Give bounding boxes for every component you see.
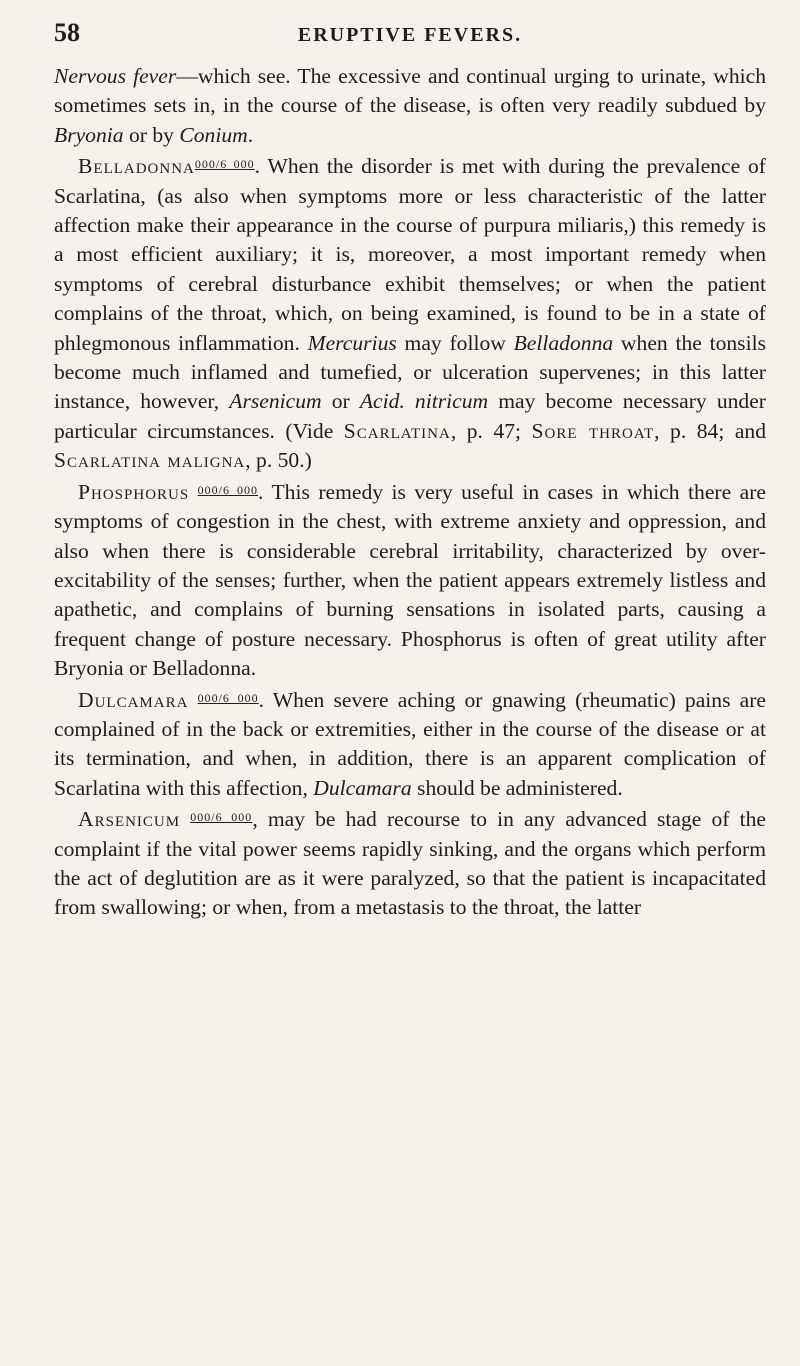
italic-text: Arsenicum [229, 389, 322, 414]
italic-text: Nervous fever [54, 64, 177, 88]
text-run: —which see. The excessive and continual urging to urinate, which sometimes sets in, in the course of the disease, is often very readily subdued by [54, 64, 766, 118]
text-run: . When severe aching or gnawing (rheumatic) pains are complained of in the back or extremities, either in the course of the disease or at its termination, and when, in addition, there is an apparent complication of Scarlatina with this affection, [54, 687, 766, 800]
body-text [54, 62, 766, 923]
remedy-heading: Dulcamara [78, 687, 189, 712]
italic-text: Conium [179, 122, 248, 147]
paragraph-p3 [54, 476, 766, 684]
text-run: or by [123, 122, 180, 147]
text-run: , p. 50.) [245, 448, 312, 473]
italic-text: Acid. nitricum [359, 389, 489, 414]
text-run [180, 807, 190, 831]
remedy-heading: Sore throat [531, 418, 655, 443]
paragraph-p4 [54, 684, 766, 804]
remedy-heading: Arsenicum [78, 807, 181, 832]
italic-text: Dulcamara [313, 775, 412, 800]
text-run: . [247, 122, 254, 147]
paragraph-p5 [54, 803, 766, 923]
text-run: or [321, 389, 360, 414]
remedy-heading: Belladonna [78, 154, 195, 179]
italic-text: Mercurius [307, 330, 397, 355]
page-header [54, 18, 766, 62]
text-run: , p. 47; [450, 418, 532, 443]
paragraph-p1 [54, 62, 766, 150]
text-run: , may be had recourse to in any advanced stage of the complaint if the vital power seems rapidly sinking, and the organs which perform the act of deglutition are as it were paralyzed, so that the patient is incapacitated from swallowing; or when, from a metastasis to the throat, the latter [54, 807, 766, 920]
italic-text: Belladonna [513, 330, 614, 355]
text-run: may follow [396, 330, 514, 355]
dose-marker: 000/6 000 [197, 690, 259, 705]
italic-text: Bryonia [54, 122, 124, 147]
paragraph-p2 [54, 150, 766, 475]
text-run: should be administered. [411, 775, 623, 800]
dose-marker: 000/6 000 [190, 810, 253, 825]
remedy-heading: Scarlatina [343, 418, 451, 443]
remedy-heading: Phosphorus [78, 479, 190, 504]
running-head: ERUPTIVE FEVERS. [297, 24, 523, 46]
text-run: may become necessary under particular circumstances. (Vide [54, 389, 766, 443]
text-run: . This remedy is very useful in cases in which there are symptoms of congestion in the chest, with extreme anxiety and oppression, and also when there is considerable cerebral irritability, characterized by over-excitability of the senses; further, when the patient appears extremely listless and apathetic, and complains of burning sensations in isolated parts, causing a frequent change of posture necessary. Phosphorus is often of great utility after Bryonia or Belladonna. [54, 479, 766, 681]
page-number: 58 [54, 18, 80, 47]
text-run [189, 480, 197, 504]
dose-marker: 000/6 000 [197, 482, 259, 497]
text-run: , p. 84; and [654, 418, 767, 443]
text-run: when the tonsils become much inflamed and tumefied, or ulceration supervenes; in this latter instance, however, [54, 330, 766, 414]
remedy-heading: Scarlatina maligna [54, 448, 246, 473]
text-run [188, 688, 197, 712]
dose-marker: 000/6 000 [194, 157, 255, 172]
text-run: . When the disorder is met with during the prevalence of Scarlatina, (as also when symptoms more or less characteristic of the latter affection make their appearance in the course of purpura miliaris,) this remedy is a most efficient auxiliary; it is, moreover, a most important remedy when symptoms of cerebral disturbance exhibit themselves; or when the patient complains of the throat, which, on being examined, is found to be in a state of phlegmonous inflammation. [54, 154, 766, 355]
